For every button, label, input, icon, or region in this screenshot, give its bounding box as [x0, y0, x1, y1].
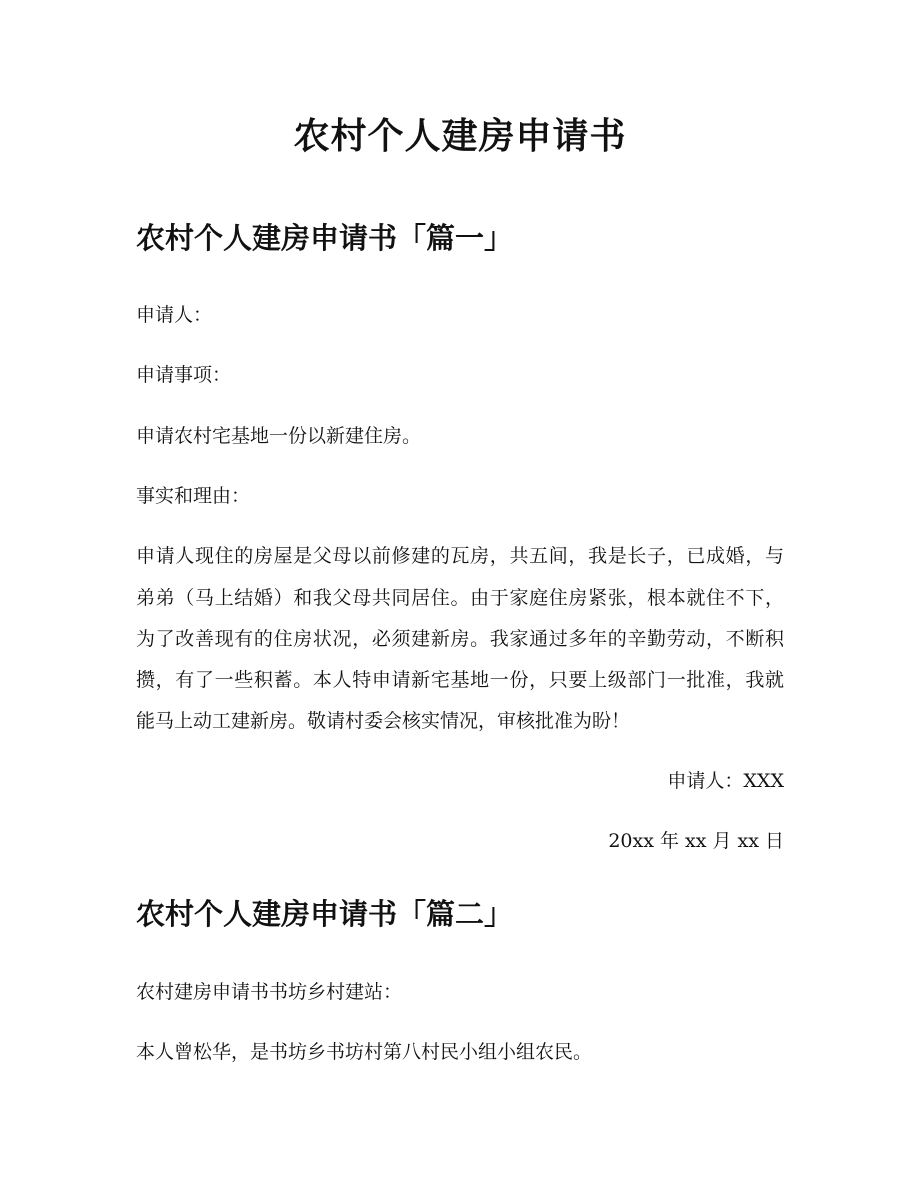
body-line: 弟弟（马上结婚）和我父母共同居住。由于家庭住房紧张，根本就住不下，: [136, 587, 784, 609]
matter-text: 申请农村宅基地一份以新建住房。: [136, 425, 422, 447]
intro-text: 本人曾松华，是书坊乡书坊村第八村民小组小组农民。: [136, 1041, 593, 1063]
section-heading-2: 农村个人建房申请书「篇二」: [136, 897, 514, 931]
body-line: 为了改善现有的住房状况，必须建新房。我家通过多年的辛勤劳动，不断积: [136, 628, 784, 650]
addressee: 农村建房申请书书坊乡村建站：: [136, 981, 403, 1003]
matter-label: 申请事项：: [136, 364, 232, 386]
body-line: 能马上动工建新房。敬请村委会核实情况，审核批准为盼！: [136, 710, 631, 732]
date: 20xx 年 xx 月 xx 日: [608, 830, 784, 852]
applicant-label: 申请人：: [136, 304, 213, 326]
document-title: 农村个人建房申请书: [293, 115, 627, 157]
signature: 申请人：XXX: [667, 770, 784, 792]
section-heading-1: 农村个人建房申请书「篇一」: [136, 221, 514, 255]
reason-label: 事实和理由：: [136, 485, 251, 507]
body-line: 申请人现住的房屋是父母以前修建的瓦房，共五间，我是长子，已成婚，与: [136, 545, 784, 567]
body-line: 攒，有了一些积蓄。本人特申请新宅基地一份，只要上级部门一批准，我就: [136, 669, 784, 691]
